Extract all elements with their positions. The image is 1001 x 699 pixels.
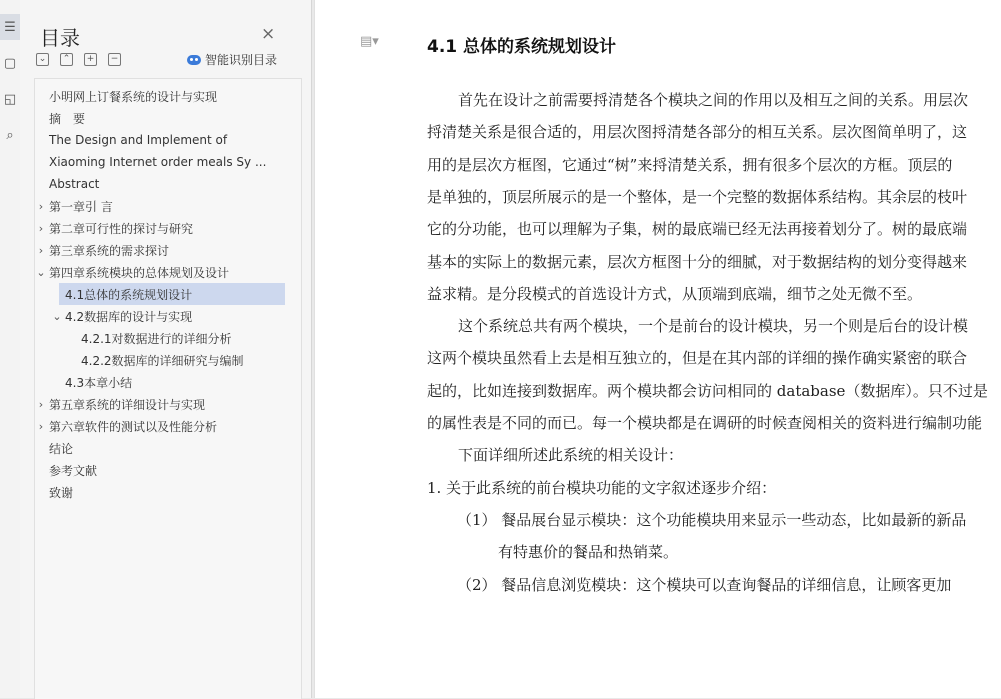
close-icon[interactable]: × <box>261 24 276 44</box>
toc-item-label: 第三章系统的需求探讨 <box>49 243 170 258</box>
body-text-line: 益求精。是分段模式的首选设计方式，从顶端到底端，细节之处无微不至。 <box>427 284 923 303</box>
toc-item[interactable] <box>35 437 311 459</box>
body-text-line: 用的是层次方框图，它通过“树”来捋清楚关系，拥有很多个层次的方框。顶层的 <box>427 155 953 174</box>
body-text-line: 1. 关于此系统的前台模块功能的文字叙述逐步介绍： <box>427 478 777 497</box>
toc-item-label: Abstract <box>49 177 100 191</box>
toc-item-label: 第四章系统模块的总体规划及设计 <box>49 265 230 280</box>
toc-toolbar <box>36 53 121 66</box>
toc-item[interactable] <box>35 305 313 327</box>
body-text-line: 下面详细所述此系统的相关设计： <box>458 446 684 465</box>
ai-icon <box>187 55 201 65</box>
toc-item-label: 结论 <box>49 441 74 456</box>
toc-item-label: 4.1总体的系统规划设计 <box>65 287 193 302</box>
bookmark-icon[interactable]: ▢ <box>3 55 17 71</box>
toc-item-label: 4.2数据库的设计与实现 <box>65 309 193 324</box>
remove-heading-icon[interactable]: − <box>108 53 121 66</box>
chevron-down-icon[interactable]: ⌄ <box>36 265 46 279</box>
toc-item-label: 第六章软件的测试以及性能分析 <box>49 419 218 434</box>
toc-item[interactable] <box>35 459 311 481</box>
comment-icon[interactable]: ◱ <box>3 91 17 107</box>
toc-item[interactable] <box>35 239 297 261</box>
chevron-right-icon[interactable]: › <box>38 243 44 257</box>
expand-all-icon[interactable]: ⌃ <box>60 53 73 66</box>
smart-toc-label: 智能识别目录 <box>205 53 278 67</box>
sidebar-rail <box>0 0 21 698</box>
section-heading: 4.1 总体的系统规划设计 <box>427 37 617 57</box>
toc-item-label: 第五章系统的详细设计与实现 <box>49 397 206 412</box>
toc-item[interactable] <box>59 283 285 305</box>
toc-item[interactable] <box>35 151 311 173</box>
toc-item-label: 致谢 <box>49 485 74 500</box>
toc-item-label: 第二章可行性的探讨与研究 <box>49 221 194 236</box>
toc-item[interactable] <box>35 349 343 371</box>
document-page <box>314 0 1001 698</box>
add-heading-icon[interactable]: + <box>84 53 97 66</box>
toc-item-label: Xiaoming Internet order meals Sy ... <box>49 155 267 169</box>
toc-item-label: 第一章引 言 <box>49 199 113 214</box>
body-text-line: （1） 餐品展台显示模块：这个功能模块用来显示一些动态，比如最新的新品 <box>457 510 967 529</box>
toc-panel <box>20 0 312 698</box>
list-icon[interactable]: ☰ <box>0 14 20 40</box>
toc-item[interactable] <box>35 261 297 283</box>
toc-item[interactable] <box>35 173 311 195</box>
toc-item-label: 4.3本章小结 <box>65 375 133 390</box>
smart-toc-button[interactable] <box>187 51 277 68</box>
body-text-line: 首先在设计之前需要捋清楚各个模块之间的作用以及相互之间的关系。用层次 <box>458 91 969 109</box>
chevron-right-icon[interactable]: › <box>38 419 44 433</box>
body-text-line: （2） 餐品信息浏览模块：这个模块可以查询餐品的详细信息，让顾客更加 <box>457 575 952 594</box>
chevron-right-icon[interactable]: › <box>38 199 44 213</box>
body-text-line: 起的，比如连接到数据库。两个模块都会访问相同的 database（数据库）。只不过是 <box>427 381 988 400</box>
chevron-right-icon[interactable]: › <box>38 397 44 411</box>
toc-item[interactable] <box>35 195 297 217</box>
toc-item[interactable] <box>35 85 311 107</box>
toc-item[interactable] <box>35 327 343 349</box>
body-text-line: 有特惠价的餐品和热销菜。 <box>498 543 679 562</box>
body-text-line: 基本的实际上的数据元素，层次方框图十分的细腻，对于数据结构的划分变得越来 <box>427 252 968 271</box>
toc-title: 目录 <box>40 26 80 50</box>
toc-item-label: 摘 要 <box>49 111 86 126</box>
body-text-line: 捋清楚关系是很合适的，用层次图捋清楚各部分的相互关系。层次图简单明了，这 <box>427 123 968 142</box>
toc-item-label: 4.2.2数据库的详细研究与编制 <box>81 353 244 368</box>
chevron-right-icon[interactable]: › <box>38 221 44 235</box>
toc-item[interactable] <box>35 217 297 239</box>
body-text-line: 它的分功能，也可以理解为子集，树的最底端已经无法再接着划分了。树的最底端 <box>427 220 968 239</box>
toc-item[interactable] <box>35 393 297 415</box>
toc-item-label: 参考文献 <box>49 463 98 478</box>
toc-item-label: The Design and Implement of <box>49 133 228 147</box>
toc-list <box>34 78 302 699</box>
toc-item[interactable] <box>35 415 297 437</box>
toc-item-label: 小明网上订餐系统的设计与实现 <box>49 89 218 104</box>
body-text-line: 的属性表是不同的而已。每一个模块都是在调研的时候查阅相关的资料进行编制功能 <box>427 414 983 432</box>
toc-item[interactable] <box>35 481 311 503</box>
chevron-down-icon[interactable]: ⌄ <box>52 309 62 323</box>
body-text-line: 这两个模块虽然看上去是相互独立的，但是在其内部的详细的操作确实紧密的联合 <box>427 349 968 368</box>
body-text-line: 是单独的，顶层所展示的是一个整体，是一个完整的数据体系结构。其余层的枝叶 <box>427 187 968 206</box>
body-text-line: 这个系统总共有两个模块，一个是前台的设计模块，另一个则是后台的设计模 <box>458 317 969 336</box>
toc-item[interactable] <box>35 371 327 393</box>
document-icon[interactable]: ▤▾ <box>360 34 379 49</box>
search-icon[interactable]: ⌕ <box>6 127 14 143</box>
collapse-all-icon[interactable]: ⌄ <box>36 53 49 66</box>
toc-item[interactable] <box>35 107 311 129</box>
toc-item-label: 4.2.1对数据进行的详细分析 <box>81 331 232 346</box>
toc-item[interactable] <box>35 129 311 151</box>
